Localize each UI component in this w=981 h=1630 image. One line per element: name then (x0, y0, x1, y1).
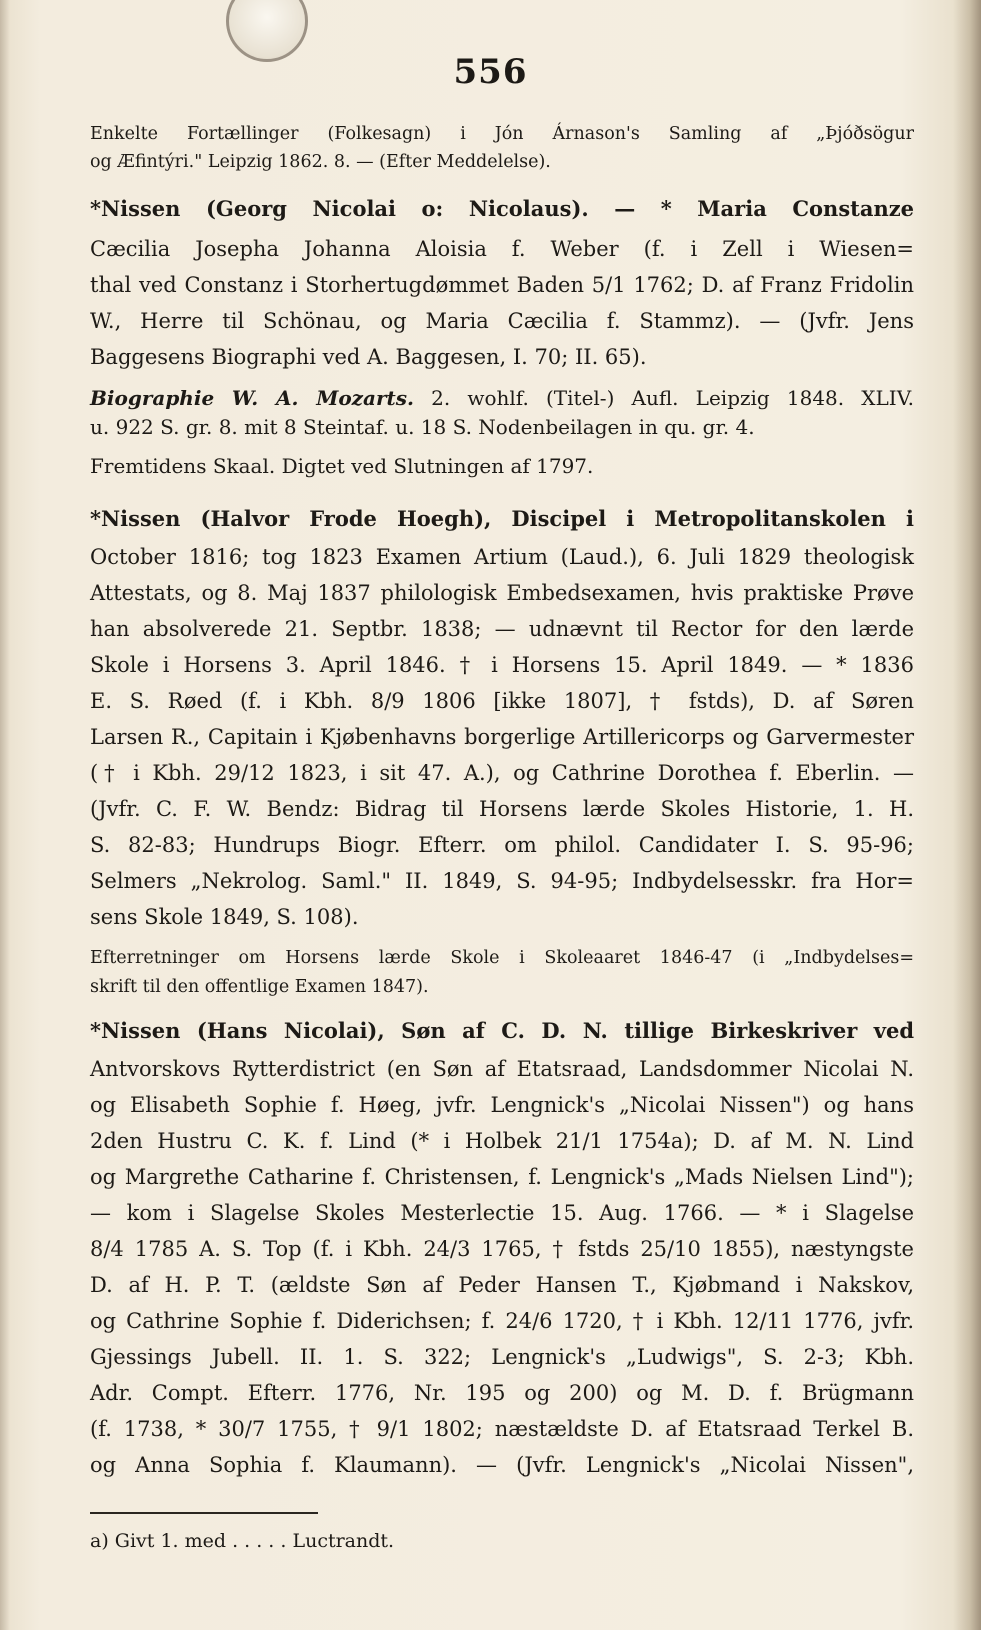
text-line: S. 82-83; Hundrups Biogr. Efterr. om philol. Candidater I. S. 95-96; (90, 833, 914, 857)
text-line: thal ved Constanz i Storhertugdømmet Baden 5/1 1762; D. af Franz Fridolin (90, 273, 914, 297)
text-line: († i Kbh. 29/12 1823, i sit 47. A.), og Cathrine Dorothea f. Eberlin. — (90, 761, 914, 785)
text-line (90, 384, 914, 412)
text-line: Gjessings Jubell. II. 1. S. 322; Lengnick's „Ludwigs", S. 2-3; Kbh. (90, 1345, 914, 1369)
text-line: Baggesens Biographi ved A. Baggesen, I. 70; II. 65). (90, 345, 647, 369)
page-shadow-right (953, 0, 981, 1630)
text-line: og Anna Sophia f. Klaumann). — (Jvfr. Lengnick's „Nicolai Nissen", (90, 1453, 914, 1477)
text-line: Antvorskovs Rytterdistrict (en Søn af Etatsraad, Landsdommer Nicolai N. (90, 1057, 914, 1081)
text-line: Attestats, og 8. Maj 1837 philologisk Embedsexamen, hvis praktiske Prøve (90, 581, 914, 605)
text-line: Skole i Horsens 3. April 1846. † i Horsens 15. April 1849. — * 1836 (90, 653, 914, 677)
text-line: Cæcilia Josepha Johanna Aloisia f. Weber (f. i Zell i Wiesen= (90, 237, 914, 261)
text-line: — kom i Slagelse Skoles Mesterlectie 15. Aug. 1766. — * i Slagelse (90, 1201, 914, 1225)
text-line: 8/4 1785 A. S. Top (f. i Kbh. 24/3 1765, † fstds 25/10 1855), næstyngste (90, 1237, 914, 1261)
text-line: Fremtidens Skaal. Digtet ved Slutningen af 1797. (90, 454, 594, 478)
text-line: og Cathrine Sophie f. Diderichsen; f. 24/6 1720, † i Kbh. 12/11 1776, jvfr. (90, 1309, 914, 1333)
text-line: og Margrethe Catharine f. Christensen, f. Lengnick's „Mads Nielsen Lind"); (90, 1165, 914, 1189)
book-title: Biographie W. A. Mozarts. (90, 386, 414, 410)
page-shadow-left (0, 0, 10, 1630)
footnote-rule (90, 1512, 318, 1514)
text-line: sens Skole 1849, S. 108). (90, 905, 359, 929)
text-line: han absolverede 21. Septbr. 1838; — udnævnt til Rector for den lærde (90, 617, 914, 641)
text-line: *Nissen (Hans Nicolai), Søn af C. D. N. tillige Birkeskriver ved (90, 1018, 914, 1043)
text-line: E. S. Røed (f. i Kbh. 8/9 1806 [ikke 1807], † fstds), D. af Søren (90, 689, 914, 713)
text-line: (Jvfr. C. F. W. Bendz: Bidrag til Horsens lærde Skoles Historie, 1. H. (90, 797, 914, 821)
page-number: 556 (453, 52, 528, 92)
text-line: og Æfintýri." Leipzig 1862. 8. — (Efter Meddelelse). (90, 152, 551, 172)
text-line: Larsen R., Capitain i Kjøbenhavns borgerlige Artillericorps og Garvermester (90, 725, 914, 749)
text-line: Adr. Compt. Efterr. 1776, Nr. 195 og 200) og M. D. f. Brügmann (90, 1381, 914, 1405)
text-line: 2den Hustru C. K. f. Lind (* i Holbek 21/1 1754a); D. af M. N. Lind (90, 1129, 914, 1153)
text-line: Selmers „Nekrolog. Saml." II. 1849, S. 94-95; Indbydelsesskr. fra Hor= (90, 869, 914, 893)
text-line: *Nissen (Halvor Frode Hoegh), Discipel i Metropolitanskolen i (90, 506, 914, 531)
text-line: Efterretninger om Horsens lærde Skole i Skoleaaret 1846-47 (i „Indbydelses= (90, 948, 914, 968)
text-line: u. 922 S. gr. 8. mit 8 Steintaf. u. 18 S. Nodenbeilagen in qu. gr. 4. (90, 415, 755, 439)
text-line: *Nissen (Georg Nicolai o: Nicolaus). — * Maria Constanze (90, 196, 914, 221)
text-line: skrift til den offentlige Examen 1847). (90, 977, 429, 997)
text-line: og Elisabeth Sophie f. Høeg, jvfr. Lengnick's „Nicolai Nissen") og hans (90, 1093, 914, 1117)
text-line: (f. 1738, * 30/7 1755, † 9/1 1802; næstældste D. af Etatsraad Terkel B. (90, 1417, 914, 1441)
text-line: October 1816; tog 1823 Examen Artium (Laud.), 6. Juli 1829 theologisk (90, 545, 914, 569)
text-line: Enkelte Fortællinger (Folkesagn) i Jón Árnason's Samling af „Þjóðsögur (90, 124, 914, 144)
text-line: D. af H. P. T. (ældste Søn af Peder Hansen T., Kjøbmand i Nakskov, (90, 1273, 914, 1297)
footnote: a) Givt 1. med . . . . . Luctrandt. (90, 1530, 395, 1552)
book-details: 2. wohlf. (Titel-) Aufl. Leipzig 1848. XLIV. (414, 386, 914, 410)
text-line: W., Herre til Schönau, og Maria Cæcilia f. Stammz). — (Jvfr. Jens (90, 309, 914, 333)
